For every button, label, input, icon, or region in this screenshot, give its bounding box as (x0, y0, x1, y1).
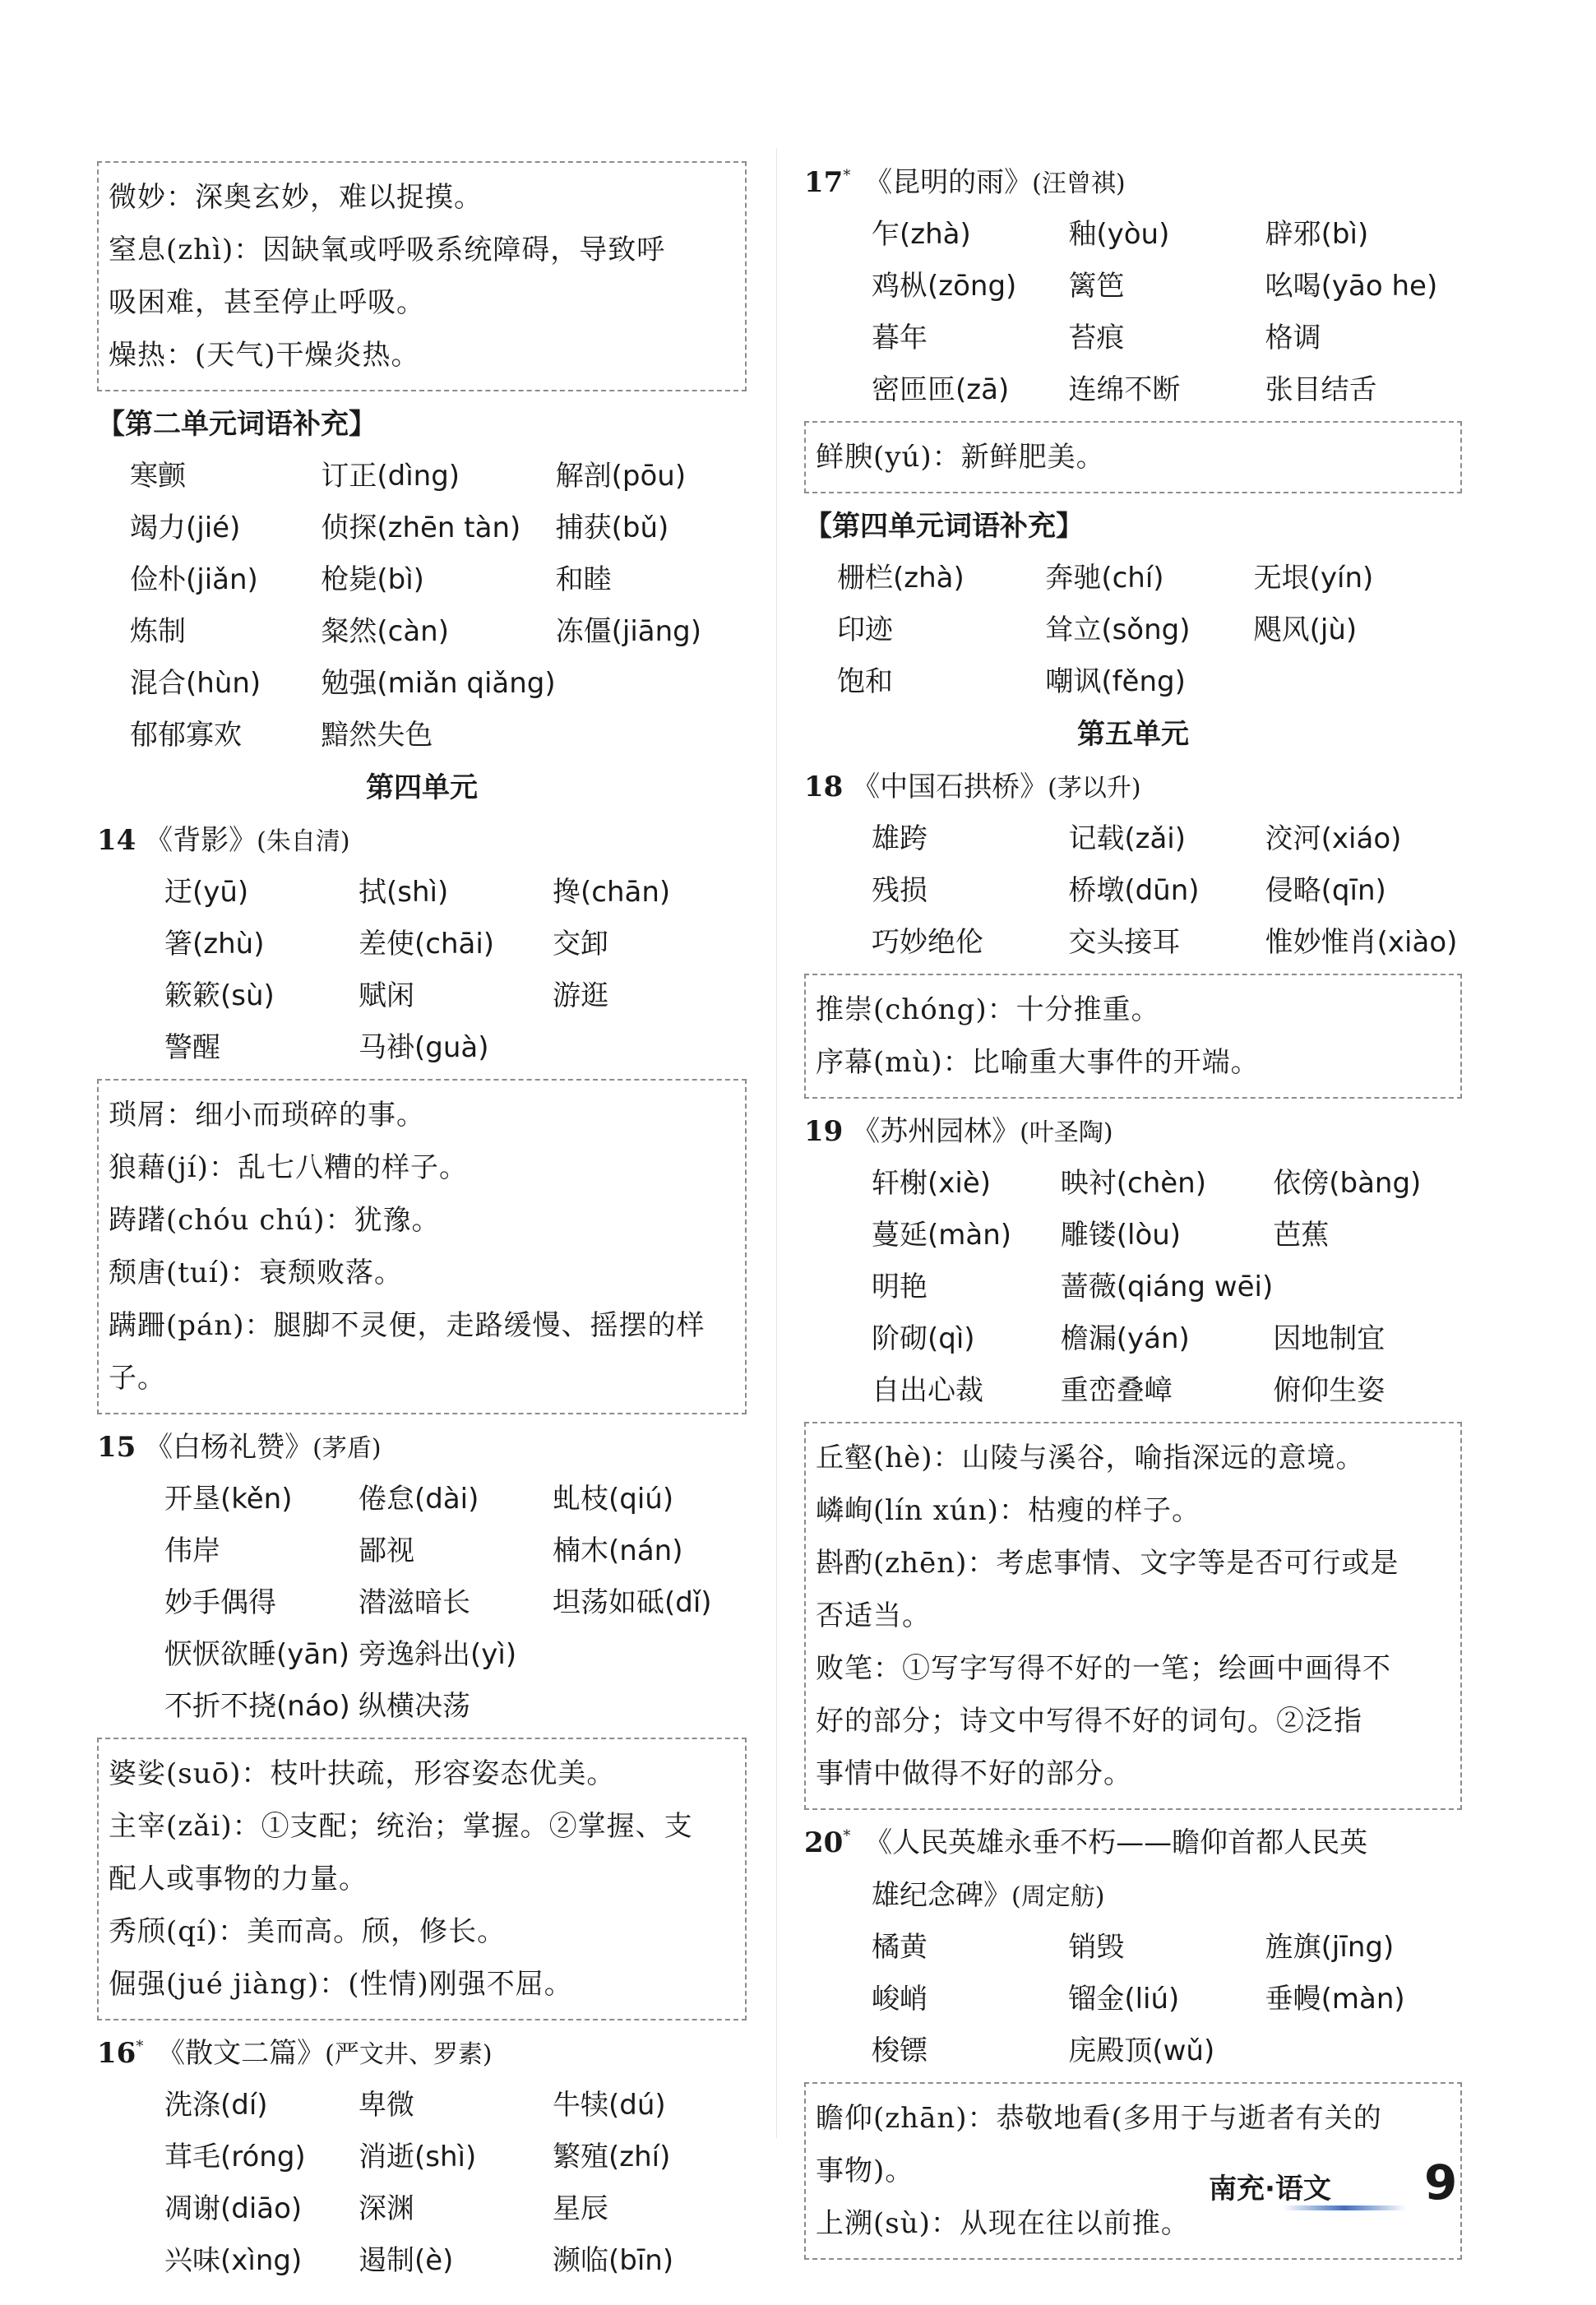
lesson-title: 《苏州园林》 (852, 1115, 1020, 1148)
vocab-word: 釉(yòu) (1068, 218, 1170, 251)
definition-line: 否适当。 (816, 1599, 931, 1632)
vocab-word: 妙手偶得 (164, 1586, 276, 1619)
unit-title: 第四单元 (366, 771, 478, 804)
vocab-word: 枪毙(bì) (321, 563, 424, 596)
vocab-word: 解剖(pōu) (555, 460, 687, 493)
vocab-word: 郁郁寡欢 (130, 719, 242, 752)
section-title: 【第二单元词语补充】 (97, 408, 377, 441)
vocab-word: 芭蕉 (1273, 1219, 1330, 1252)
vocab-word: 记载(zǎi) (1068, 822, 1186, 855)
section-title: 【第四单元词语补充】 (804, 510, 1084, 543)
definition-line: 秀颀(qí)：美而高。颀，修长。 (109, 1915, 507, 1948)
vocab-word: 自出心裁 (872, 1374, 983, 1407)
vocab-word: 卑微 (359, 2089, 414, 2122)
word-list (804, 1922, 1462, 2077)
word-list (804, 813, 1462, 969)
vocab-word: 繁殖(zhí) (553, 2141, 671, 2173)
vocab-word: 橘黄 (872, 1931, 928, 1964)
lesson-title-continued (804, 1869, 1462, 1922)
vocab-word: 楠木(nán) (553, 1534, 683, 1567)
star-mark: * (843, 167, 851, 184)
definition-line: 窒息(zhì)：因缺氧或呼吸系统障碍，导致呼 (109, 234, 666, 266)
definition-box (804, 421, 1462, 493)
lesson-heading (97, 1421, 747, 1474)
vocab-word: 雕镂(lòu) (1060, 1219, 1182, 1252)
vocab-word: 和睦 (555, 563, 612, 596)
vocab-word: 勉强(miǎn qiǎng) (321, 667, 556, 700)
lesson-number: 16 (97, 2037, 136, 2070)
definition-line: 斟酌(zhēn)：考虑事情、文字等是否可行或是 (816, 1547, 1399, 1580)
lesson-heading (804, 761, 1462, 813)
star-mark: * (843, 1827, 851, 1844)
vocab-word: 篱笆 (1068, 270, 1125, 303)
vocab-word: 开垦(kěn) (164, 1483, 293, 1516)
definition-line: 狼藉(jí)：乱七八糟的样子。 (109, 1151, 468, 1184)
word-list (804, 1158, 1462, 1417)
definition-line: 颓唐(tuí)：衰颓败落。 (109, 1257, 403, 1289)
left-column (97, 156, 747, 2287)
vocab-word: 垂幔(màn) (1265, 1983, 1405, 2016)
definition-line: 推崇(chóng)：十分推重。 (816, 993, 1160, 1026)
vocab-word: 兴味(xìng) (164, 2244, 303, 2277)
vocab-word: 奔驰(chí) (1045, 562, 1164, 595)
vocab-word: 粲然(càn) (321, 615, 449, 648)
vocab-word: 飓风(jù) (1253, 613, 1358, 646)
definition-line: 丘壑(hè)：山陵与溪谷，喻指深远的意境。 (816, 1442, 1365, 1474)
vocab-word (1265, 2025, 1462, 2077)
definition-box (97, 1738, 747, 2020)
vocab-word: 映衬(chèn) (1060, 1167, 1206, 1200)
vocab-word: 轩榭(xiè) (872, 1167, 992, 1200)
vocab-word: 濒临(bīn) (553, 2244, 674, 2277)
definition-line: 主宰(zǎi)：①支配；统治；掌握。②掌握、支 (109, 1810, 693, 1843)
vocab-word: 栅栏(zhà) (837, 562, 965, 595)
vocab-word: 遏制(è) (359, 2244, 454, 2277)
definition-line: 败笔：①写字写得不好的一笔；绘画中画得不 (816, 1652, 1391, 1685)
vocab-word: 警醒 (164, 1031, 220, 1064)
vocab-word: 俯仰生姿 (1273, 1374, 1386, 1407)
lesson-heading (97, 814, 747, 867)
vocab-word: 阶砌(qì) (872, 1322, 975, 1355)
vocab-word: 残损 (872, 874, 928, 907)
definition-line: 婆娑(suō)：枝叶扶疏，形容姿态优美。 (109, 1757, 616, 1790)
definition-line: 嶙峋(lín xún)：枯瘦的样子。 (816, 1494, 1200, 1527)
lesson-title: 《昆明的雨》 (864, 166, 1033, 199)
vocab-word: 鄙视 (359, 1534, 414, 1567)
vocab-word: 檐漏(yán) (1060, 1322, 1190, 1355)
lesson-title: 《散文二篇》 (157, 2037, 326, 2070)
lesson-author: (朱自清) (257, 827, 350, 856)
vocab-word: 赋闲 (359, 979, 414, 1012)
vocab-word: 鸡枞(zōng) (872, 270, 1017, 303)
lesson-number: 15 (97, 1431, 136, 1464)
word-list (97, 1474, 747, 1733)
vocab-word: 深渊 (359, 2192, 414, 2225)
lesson-author: (叶圣陶) (1020, 1118, 1113, 1147)
vocab-word: 纵横决荡 (359, 1690, 470, 1723)
vocab-word: 桥墩(dūn) (1068, 874, 1200, 907)
vocab-word: 簌簌(sù) (164, 979, 275, 1012)
lesson-title: 《背影》 (145, 824, 257, 857)
vocab-word: 侦探(zhēn tàn) (321, 511, 521, 544)
vocab-word (553, 1022, 747, 1074)
vocab-word: 差使(chāi) (359, 928, 495, 960)
star-mark: * (136, 2038, 144, 2055)
definition-line: 琐屑：细小而琐碎的事。 (109, 1099, 425, 1132)
vocab-word: 蔓延(màn) (872, 1219, 1012, 1252)
lesson-title: 《白杨礼赞》 (145, 1431, 313, 1464)
vocab-word: 蔷薇(qiáng wēi) (1060, 1271, 1274, 1303)
lesson-author: (茅盾) (312, 1434, 382, 1463)
lesson-number: 14 (97, 824, 136, 857)
vocab-word: 无垠(yín) (1253, 562, 1374, 595)
vocab-word: 恹恹欲睡(yān) (164, 1638, 350, 1671)
vocab-word: 马褂(guà) (359, 1031, 489, 1064)
lesson-number: 17 (804, 166, 844, 199)
word-list (97, 2080, 747, 2287)
footer-accent-bar (1283, 2205, 1406, 2210)
vocab-word: 订正(dìng) (321, 460, 460, 493)
footer-label: 南充·语文 (1209, 2173, 1331, 2205)
lesson-heading (804, 1105, 1462, 1158)
vocab-word: 庑殿顶(wǔ) (1068, 2034, 1215, 2067)
definition-line: 燥热：(天气)干燥炎热。 (109, 339, 420, 372)
vocab-word: 梭镖 (872, 2034, 928, 2067)
lesson-title: 《中国石拱桥》 (852, 771, 1048, 803)
lesson-author: (严文井、罗素) (325, 2040, 493, 2069)
vocab-word: 饱和 (837, 665, 893, 698)
lesson-author: (周定舫) (1011, 1882, 1105, 1911)
vocab-word: 潜滋暗长 (359, 1586, 470, 1619)
column-divider (776, 148, 777, 2138)
definition-line: 配人或事物的力量。 (109, 1863, 368, 1895)
unit-title: 第五单元 (1077, 718, 1189, 751)
definition-box (97, 1079, 747, 1414)
vocab-word: 拭(shì) (359, 876, 449, 909)
lesson-author: (茅以升) (1048, 774, 1141, 803)
vocab-word: 倦怠(dài) (359, 1483, 479, 1516)
vocab-word: 捕获(bǔ) (555, 511, 669, 544)
definition-line: 序幕(mù)：比喻重大事件的开端。 (816, 1046, 1260, 1079)
vocab-word: 虬枝(qiú) (553, 1483, 674, 1516)
vocab-word: 星辰 (553, 2192, 608, 2225)
definition-line: 倔强(jué jiàng)：(性情)刚强不屈。 (109, 1968, 573, 2001)
vocab-word: 凋谢(diāo) (164, 2192, 303, 2225)
vocab-word: 消逝(shì) (359, 2141, 477, 2173)
vocab-word: 镏金(liú) (1068, 1983, 1180, 2016)
vocab-word (553, 1629, 747, 1681)
vocab-word: 交卸 (553, 928, 608, 960)
definition-line: 事情中做得不好的部分。 (816, 1757, 1132, 1790)
vocab-word: 竭力(jié) (130, 511, 241, 544)
lesson-number: 20 (804, 1826, 844, 1859)
page-number: 9 (1424, 2155, 1458, 2210)
vocab-word (556, 658, 747, 710)
vocab-word: 交头接耳 (1068, 926, 1181, 959)
definition-line: 踌躇(chóu chú)：犹豫。 (109, 1204, 441, 1237)
vocab-word: 伟岸 (164, 1534, 220, 1567)
vocab-word: 因地制宜 (1273, 1322, 1386, 1355)
vocab-word: 乍(zhà) (872, 218, 971, 251)
vocab-word: 重峦叠嶂 (1060, 1374, 1173, 1407)
lesson-number: 18 (804, 771, 844, 803)
vocab-word: 搀(chān) (553, 876, 671, 909)
vocab-word: 牛犊(dú) (553, 2089, 666, 2122)
vocab-word: 苔痕 (1068, 322, 1125, 354)
definition-line: 好的部分；诗文中写得不好的词句。②泛指 (816, 1705, 1362, 1738)
definition-box (804, 974, 1462, 1099)
vocab-word: 格调 (1265, 322, 1321, 354)
definition-line: 上溯(sù)：从现在往以前推。 (816, 2207, 1190, 2240)
definition-line: 鲜腴(yú)：新鲜肥美。 (816, 441, 1105, 474)
vocab-word: 明艳 (872, 1271, 928, 1303)
vocab-word: 巧妙绝伦 (872, 926, 983, 959)
vocab-word: 嘲讽(fěng) (1045, 665, 1186, 698)
vocab-word: 销毁 (1068, 1931, 1125, 1964)
vocab-word: 迂(yū) (164, 876, 249, 909)
definition-box (97, 161, 747, 391)
lesson-heading (97, 2027, 747, 2080)
lesson-title-line2: 雄纪念碑》 (872, 1879, 1011, 1912)
vocab-word (556, 710, 747, 761)
lesson-number: 19 (804, 1115, 844, 1148)
vocab-word: 旁逸斜出(yì) (359, 1638, 517, 1671)
definition-line: 瞻仰(zhān)：恭敬地看(多用于与逝者有关的 (816, 2102, 1382, 2135)
right-column (804, 156, 1462, 2266)
vocab-word: 峻峭 (872, 1983, 928, 2016)
vocab-word: 炼制 (130, 615, 186, 648)
definition-line: 事物)。 (816, 2155, 914, 2187)
lesson-title: 《人民英雄永垂不朽——瞻仰首都人民英 (864, 1826, 1368, 1859)
vocab-word: 冻僵(jiāng) (555, 615, 702, 648)
vocab-word: 暮年 (872, 322, 928, 354)
word-list (804, 209, 1462, 416)
vocab-word: 辟邪(bì) (1265, 218, 1369, 251)
vocab-word: 黯然失色 (321, 719, 433, 752)
vocab-word: 依傍(bàng) (1273, 1167, 1422, 1200)
vocab-word: 不折不挠(náo) (164, 1690, 350, 1723)
definition-line: 蹒跚(pán)：腿脚不灵便，走路缓慢、摇摆的样子。 (109, 1309, 705, 1395)
vocab-word: 茸毛(róng) (164, 2141, 306, 2173)
vocab-word (1273, 1261, 1462, 1313)
vocab-word: 箸(zhù) (164, 928, 265, 960)
vocab-word: 游逛 (553, 979, 608, 1012)
vocab-word: 寒颤 (130, 460, 186, 493)
vocab-word: 印迹 (837, 613, 893, 646)
word-list (97, 867, 747, 1074)
lesson-heading (804, 156, 1462, 209)
vocab-word (553, 1681, 747, 1733)
vocab-word: 混合(hùn) (130, 667, 261, 700)
page-footer (1209, 2155, 1458, 2220)
vocab-word: 吆喝(yāo he) (1265, 270, 1438, 303)
vocab-word: 惟妙惟肖(xiào) (1265, 926, 1458, 959)
vocab-word: 张目结舌 (1265, 373, 1377, 406)
lesson-author: (汪曾祺) (1032, 169, 1126, 198)
vocab-word (1254, 656, 1462, 708)
definition-line: 微妙：深奥玄妙，难以捉摸。 (109, 181, 483, 214)
lesson-heading (804, 1817, 1462, 1869)
definition-line: 吸困难，甚至停止呼吸。 (109, 286, 425, 319)
vocab-word: 洗涤(dí) (164, 2089, 268, 2122)
vocab-word: 耸立(sǒng) (1045, 613, 1191, 646)
vocab-word: 坦荡如砥(dǐ) (553, 1586, 712, 1619)
vocab-word: 洨河(xiáo) (1265, 822, 1402, 855)
vocab-word: 旌旗(jīng) (1265, 1931, 1395, 1964)
vocab-word: 侵略(qīn) (1265, 874, 1386, 907)
word-list (804, 553, 1462, 708)
vocab-word: 雄跨 (872, 822, 928, 855)
word-list (97, 451, 747, 761)
definition-box (804, 1422, 1462, 1810)
vocab-word: 连绵不断 (1068, 373, 1181, 406)
vocab-word: 俭朴(jiǎn) (130, 563, 258, 596)
vocab-word: 密匝匝(zā) (872, 373, 1010, 406)
